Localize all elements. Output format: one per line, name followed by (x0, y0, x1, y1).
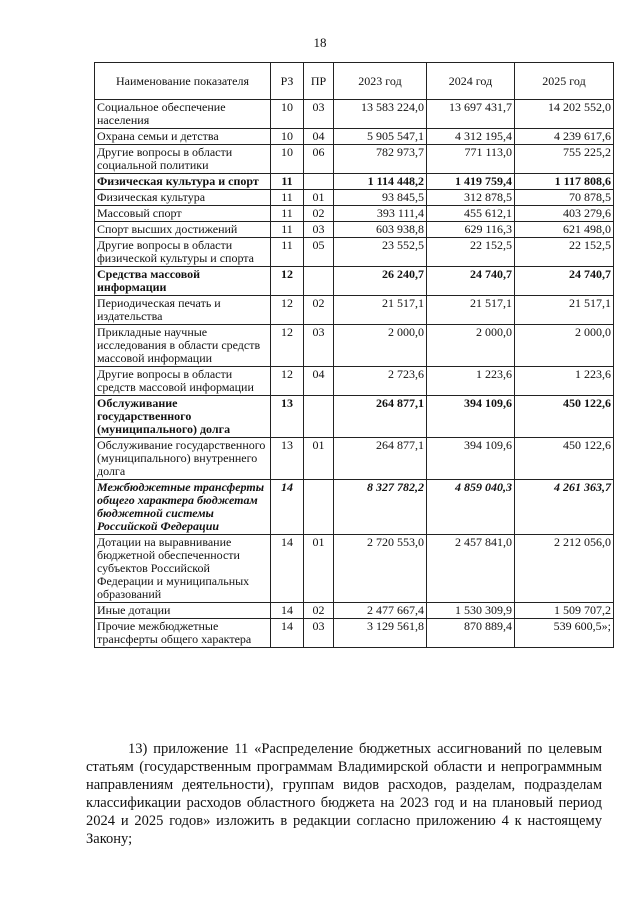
header-rz: РЗ (271, 63, 304, 100)
row-name-cell: Массовый спорт (95, 206, 271, 222)
row-2023-cell: 26 240,7 (334, 267, 427, 296)
row-rz-cell: 13 (271, 438, 304, 480)
row-2025-cell: 539 600,5»; (515, 619, 614, 648)
row-2023-cell: 264 877,1 (334, 396, 427, 438)
row-2025-cell: 1 509 707,2 (515, 603, 614, 619)
table-row (95, 396, 614, 438)
amendment-text: 13) приложение 11 «Распределение бюджетных ассигнований по целевым статьям (государственным программам Владимирской области и непрограммным направлениям деятельности), группам видов расходов, разделам, подразделам классификации расходов областного бюджета на 2023 год и на плановый период 2024 и 2025 годов» изложить в редакции согласно приложению 4 к настоящему Закону; (86, 741, 602, 847)
table-row (95, 267, 614, 296)
row-rz-cell: 12 (271, 296, 304, 325)
row-2025-cell: 1 117 808,6 (515, 174, 614, 190)
row-2023-cell: 21 517,1 (334, 296, 427, 325)
row-2024-cell: 4 859 040,3 (427, 480, 515, 535)
row-pr-cell: 02 (304, 206, 334, 222)
table-row (95, 296, 614, 325)
row-pr-cell (304, 174, 334, 190)
row-2024-cell: 1 419 759,4 (427, 174, 515, 190)
budget-table (94, 62, 614, 648)
row-2025-cell: 755 225,2 (515, 145, 614, 174)
table-row (95, 129, 614, 145)
row-pr-cell (304, 480, 334, 535)
row-pr-cell: 03 (304, 222, 334, 238)
row-rz-cell: 10 (271, 129, 304, 145)
row-rz-cell: 14 (271, 535, 304, 603)
row-rz-cell: 11 (271, 222, 304, 238)
row-pr-cell: 03 (304, 100, 334, 129)
row-name-cell: Физическая культура и спорт (95, 174, 271, 190)
row-2025-cell: 621 498,0 (515, 222, 614, 238)
row-2025-cell: 4 239 617,6 (515, 129, 614, 145)
row-rz-cell: 11 (271, 238, 304, 267)
row-2025-cell: 24 740,7 (515, 267, 614, 296)
row-2024-cell: 24 740,7 (427, 267, 515, 296)
table-row (95, 100, 614, 129)
table-row (95, 174, 614, 190)
table-body (95, 100, 614, 648)
row-pr-cell: 04 (304, 367, 334, 396)
row-rz-cell: 12 (271, 267, 304, 296)
row-2024-cell: 312 878,5 (427, 190, 515, 206)
row-name-cell: Дотации на выравнивание бюджетной обеспеченности субъектов Российской Федерации и муниципальных образований (95, 535, 271, 603)
row-pr-cell: 04 (304, 129, 334, 145)
row-2023-cell: 2 720 553,0 (334, 535, 427, 603)
row-2023-cell: 2 000,0 (334, 325, 427, 367)
row-2023-cell: 393 111,4 (334, 206, 427, 222)
table-row (95, 535, 614, 603)
row-2023-cell: 603 938,8 (334, 222, 427, 238)
row-name-cell: Межбюджетные трансферты общего характера бюджетам бюджетной системы Российской Федерации (95, 480, 271, 535)
row-pr-cell: 06 (304, 145, 334, 174)
row-2023-cell: 2 723,6 (334, 367, 427, 396)
row-2023-cell: 3 129 561,8 (334, 619, 427, 648)
row-2025-cell: 4 261 363,7 (515, 480, 614, 535)
row-2024-cell: 870 889,4 (427, 619, 515, 648)
row-pr-cell (304, 267, 334, 296)
row-rz-cell: 13 (271, 396, 304, 438)
page-number: 18 (313, 35, 327, 50)
row-name-cell: Другие вопросы в области средств массовой информации (95, 367, 271, 396)
header-indicator-name: Наименование показателя (95, 63, 271, 100)
row-2025-cell: 2 212 056,0 (515, 535, 614, 603)
row-2025-cell: 403 279,6 (515, 206, 614, 222)
row-2023-cell: 8 327 782,2 (334, 480, 427, 535)
row-2024-cell: 21 517,1 (427, 296, 515, 325)
row-2024-cell: 1 223,6 (427, 367, 515, 396)
row-pr-cell: 03 (304, 619, 334, 648)
row-2023-cell: 5 905 547,1 (334, 129, 427, 145)
table-row (95, 206, 614, 222)
row-2024-cell: 629 116,3 (427, 222, 515, 238)
table-row (95, 222, 614, 238)
row-2025-cell: 450 122,6 (515, 438, 614, 480)
row-rz-cell: 11 (271, 174, 304, 190)
row-name-cell: Физическая культура (95, 190, 271, 206)
row-name-cell: Спорт высших достижений (95, 222, 271, 238)
row-name-cell: Социальное обеспечение населения (95, 100, 271, 129)
row-2025-cell: 2 000,0 (515, 325, 614, 367)
row-2024-cell: 2 457 841,0 (427, 535, 515, 603)
row-2025-cell: 21 517,1 (515, 296, 614, 325)
row-2024-cell: 22 152,5 (427, 238, 515, 267)
row-2023-cell: 2 477 667,4 (334, 603, 427, 619)
row-2023-cell: 23 552,5 (334, 238, 427, 267)
row-name-cell: Другие вопросы в области социальной политики (95, 145, 271, 174)
row-name-cell: Прочие межбюджетные трансферты общего характера (95, 619, 271, 648)
row-rz-cell: 10 (271, 100, 304, 129)
row-2024-cell: 4 312 195,4 (427, 129, 515, 145)
row-2025-cell: 14 202 552,0 (515, 100, 614, 129)
table-row (95, 145, 614, 174)
row-pr-cell: 02 (304, 603, 334, 619)
row-rz-cell: 14 (271, 603, 304, 619)
row-pr-cell: 05 (304, 238, 334, 267)
table-row (95, 190, 614, 206)
table-row (95, 238, 614, 267)
table-row (95, 480, 614, 535)
table-row (95, 438, 614, 480)
row-2025-cell: 1 223,6 (515, 367, 614, 396)
row-name-cell: Периодическая печать и издательства (95, 296, 271, 325)
header-pr: ПР (304, 63, 334, 100)
row-rz-cell: 14 (271, 480, 304, 535)
row-2024-cell: 771 113,0 (427, 145, 515, 174)
row-2024-cell: 2 000,0 (427, 325, 515, 367)
row-name-cell: Обслуживание государственного (муниципального) внутреннего долга (95, 438, 271, 480)
row-pr-cell: 01 (304, 438, 334, 480)
row-2025-cell: 450 122,6 (515, 396, 614, 438)
table-row (95, 603, 614, 619)
row-2023-cell: 1 114 448,2 (334, 174, 427, 190)
row-pr-cell: 03 (304, 325, 334, 367)
row-name-cell: Обслуживание государственного (муниципального) долга (95, 396, 271, 438)
amendment-paragraph (86, 740, 602, 848)
row-name-cell: Иные дотации (95, 603, 271, 619)
row-2025-cell: 22 152,5 (515, 238, 614, 267)
row-name-cell: Средства массовой информации (95, 267, 271, 296)
table-row (95, 619, 614, 648)
row-rz-cell: 11 (271, 190, 304, 206)
row-name-cell: Прикладные научные исследования в области средств массовой информации (95, 325, 271, 367)
row-2023-cell: 782 973,7 (334, 145, 427, 174)
row-2023-cell: 93 845,5 (334, 190, 427, 206)
row-name-cell: Другие вопросы в области физической культуры и спорта (95, 238, 271, 267)
row-rz-cell: 11 (271, 206, 304, 222)
header-2025: 2025 год (515, 63, 614, 100)
row-rz-cell: 14 (271, 619, 304, 648)
row-2024-cell: 13 697 431,7 (427, 100, 515, 129)
row-2024-cell: 455 612,1 (427, 206, 515, 222)
row-pr-cell: 02 (304, 296, 334, 325)
row-rz-cell: 10 (271, 145, 304, 174)
row-pr-cell: 01 (304, 190, 334, 206)
row-name-cell: Охрана семьи и детства (95, 129, 271, 145)
row-rz-cell: 12 (271, 367, 304, 396)
row-2023-cell: 13 583 224,0 (334, 100, 427, 129)
row-pr-cell (304, 396, 334, 438)
table-row (95, 367, 614, 396)
row-pr-cell: 01 (304, 535, 334, 603)
row-2023-cell: 264 877,1 (334, 438, 427, 480)
header-2023: 2023 год (334, 63, 427, 100)
table-header-row (95, 63, 614, 100)
header-2024: 2024 год (427, 63, 515, 100)
row-2024-cell: 1 530 309,9 (427, 603, 515, 619)
row-2024-cell: 394 109,6 (427, 438, 515, 480)
row-2024-cell: 394 109,6 (427, 396, 515, 438)
row-2025-cell: 70 878,5 (515, 190, 614, 206)
row-rz-cell: 12 (271, 325, 304, 367)
table-row (95, 325, 614, 367)
